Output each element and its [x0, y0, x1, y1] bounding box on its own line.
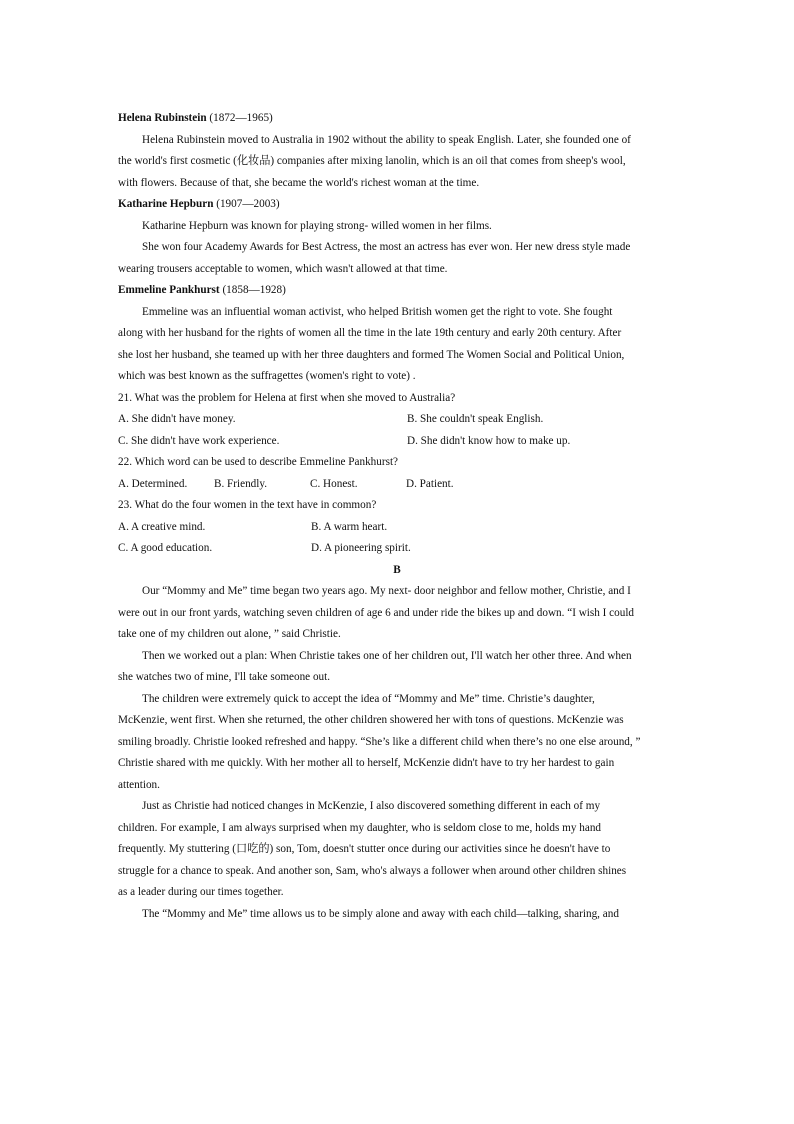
paragraph-line: she lost her husband, she teamed up with her three daughters and formed The Women Social and Political Union, [118, 348, 625, 361]
paragraph-line: she watches two of mine, I'll take someone out. [118, 671, 331, 683]
paragraph-line: The “Mommy and Me” time allows us to be simply alone and away with each child—talking, sharing, and [142, 907, 619, 920]
option-c: C. A good education. [118, 542, 213, 554]
option-b: B. Friendly. [214, 477, 268, 490]
paragraph-line: wearing trousers acceptable to women, which wasn't allowed at that time. [118, 262, 448, 275]
paragraph-line: She won four Academy Awards for Best Actress, the most an actress has ever won. Her new dress style made [142, 241, 631, 253]
question-options-22 [118, 474, 696, 496]
section-label-b: B [393, 563, 401, 576]
option-d: D. She didn't know how to make up. [407, 434, 571, 447]
paragraph-line: The children were extremely quick to accept the idea of “Mommy and Me” time. Christie’s daughter, [142, 692, 595, 705]
option-b: B. She couldn't speak English. [407, 413, 544, 425]
paragraph-line: along with her husband for the rights of women all the time in the late 19th century and early 20th century. After [118, 327, 622, 339]
question-stem-23: 23. What do the four women in the text have in common? [118, 499, 377, 511]
paragraph-line: smiling broadly. Christie looked refreshed and happy. “She’s like a different child when there’s no one else around, ” [118, 735, 641, 748]
paragraph-line: Then we worked out a plan: When Christie takes one of her children out, I'll watch her other three. And when [142, 649, 632, 662]
option-a: A. A creative mind. [118, 520, 206, 533]
paragraph-line: Helena Rubinstein moved to Australia in 1902 without the ability to speak English. Later, she founded one of [142, 133, 631, 146]
person-heading-emmeline [118, 280, 696, 302]
question-options-23 [118, 517, 696, 539]
option-d: D. Patient. [406, 477, 454, 490]
option-c: C. She didn't have work experience. [118, 434, 280, 447]
person-dates: (1858—1928) [222, 284, 286, 296]
paragraph-line: the world's first cosmetic (化妆品) companies after mixing lanolin, which is an oil that comes from sheep's wool, [118, 155, 626, 167]
paragraph-line: McKenzie, went first. When she returned, the other children showered her with tons of questions. McKenzie was [118, 714, 624, 726]
question-stem-22: 22. Which word can be used to describe Emmeline Pankhurst? [118, 456, 399, 468]
paragraph-line: struggle for a chance to speak. And another son, Sam, who's always a follower when around other children shines [118, 864, 627, 877]
option-a: A. Determined. [118, 477, 188, 490]
paragraph-line: Katharine Hepburn was known for playing strong- willed women in her films. [142, 219, 492, 232]
person-name: Katharine Hepburn [118, 198, 214, 210]
question-options-21 [118, 431, 696, 453]
option-d: D. A pioneering spirit. [311, 542, 411, 554]
paragraph-line: Christie shared with me quickly. With her mother all to herself, McKenzie didn't have to try her hardest to gain [118, 757, 615, 769]
option-b: B. A warm heart. [311, 520, 388, 533]
question-stem-21: 21. What was the problem for Helena at first when she moved to Australia? [118, 391, 456, 404]
paragraph-line: frequently. My stuttering (口吃的) son, Tom, doesn't stutter once during our activities since he doesn't have to [118, 843, 611, 855]
question-options-21 [118, 409, 696, 431]
option-c: C. Honest. [310, 477, 358, 490]
paragraph-line: were out in our front yards, watching seven children of age 6 and under ride the bikes up and down. “I wish I could [118, 606, 635, 619]
paragraph-line: as a leader during our times together. [118, 886, 284, 898]
paragraph-line: Emmeline was an influential woman activist, who helped British women get the right to vote. She fought [142, 305, 613, 318]
person-name: Emmeline Pankhurst [118, 284, 220, 296]
paragraph-line: with flowers. Because of that, she became the world's richest woman at the time. [118, 176, 480, 189]
paragraph-line: attention. [118, 778, 160, 791]
paragraph-line: children. For example, I am always surprised when my daughter, who is seldom close to me, holds my hand [118, 821, 602, 834]
person-heading-katharine [118, 194, 696, 216]
option-a: A. She didn't have money. [118, 413, 236, 425]
person-heading-helena [118, 108, 696, 130]
person-dates: (1872—1965) [209, 112, 273, 124]
person-name: Helena Rubinstein [118, 112, 207, 124]
question-options-23 [118, 538, 696, 560]
document-page [118, 108, 696, 925]
person-dates: (1907—2003) [216, 198, 280, 210]
paragraph-line: which was best known as the suffragettes (women's right to vote) . [118, 370, 416, 382]
paragraph-line: Just as Christie had noticed changes in McKenzie, I also discovered something different in each of my [142, 800, 601, 812]
paragraph-line: Our “Mommy and Me” time began two years ago. My next- door neighbor and fellow mother, Christie, and I [142, 585, 631, 597]
paragraph-line: take one of my children out alone, ” said Christie. [118, 628, 341, 640]
